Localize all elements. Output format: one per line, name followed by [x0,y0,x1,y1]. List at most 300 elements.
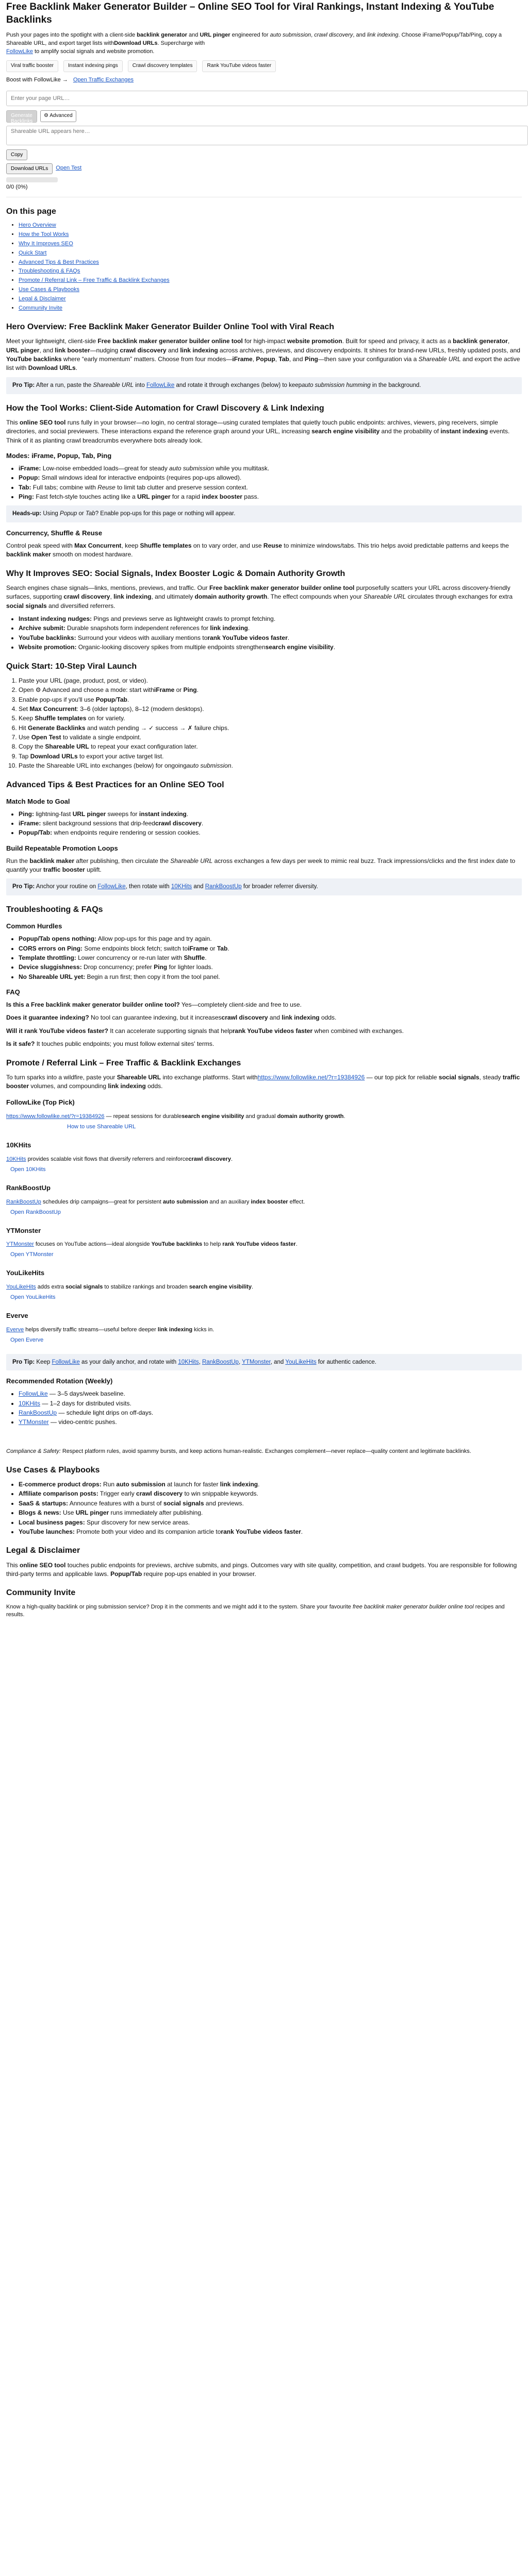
text: Enable pop-ups if you'll use [19,696,96,703]
text: kicks in. [192,1326,214,1333]
list-item [19,464,522,473]
text: , and [289,355,305,363]
faq-answer: It touches public endpoints; you must follow external sites' terms. [35,1040,214,1048]
bold: Shuffle templates [140,541,192,549]
bold: No Shareable URL yet: [19,973,86,980]
bold: index booster [202,493,242,500]
italic: Popup [60,511,77,517]
italic: Shareable URL [364,593,406,601]
bold: link indexing [282,1014,320,1022]
text: Use [19,734,31,741]
rotation-link[interactable]: 10KHits [19,1399,41,1407]
text: Paste your URL (page, product, post, or video). [19,676,148,684]
card-description [6,1326,522,1334]
followlike-link[interactable]: FollowLike [97,884,126,890]
bold: Shuffle templates [35,715,87,722]
followlike-link[interactable]: FollowLike [6,48,33,55]
intro-text: , [311,32,315,39]
text: . [333,643,336,651]
list-item [19,935,522,943]
text: Tap [19,752,30,760]
card-link[interactable]: Everve [6,1326,24,1333]
bold: link booster [55,346,90,354]
faq-answer: It can accelerate supporting signals that help [108,1027,233,1035]
text: runs fully in your browser—no login, no central storage—using curated templates that quietly touch public endpoints: archives, viewers, ping receivers, simple directories, and social previewers. These interactions expand the reference graph around your URL, increasing [6,418,498,435]
list-item [19,686,522,694]
text: Copy the [19,743,45,751]
bold: SaaS & startups: [19,1499,69,1507]
bold: Ping: [19,810,34,818]
intro-bold: Download URLs [114,40,158,47]
toc-link[interactable]: Why It Improves SEO [19,240,73,247]
intro-italic: auto submission [270,32,311,39]
quick-start-heading: Quick Start: 10-Step Viral Launch [6,662,137,671]
text: , [110,593,114,601]
list-item [19,1509,522,1517]
download-urls-button[interactable]: Download URLs [6,163,53,174]
intro-bold: backlink generator [137,32,187,39]
list-item [19,493,522,501]
bold: Ping: [19,493,34,500]
bold: crawl discovery [221,1014,268,1022]
toc-link[interactable]: Use Cases & Playbooks [19,286,79,293]
loops-paragraph [6,857,522,875]
bold: Open Test [31,734,61,741]
match-heading: Match Mode to Goal [6,797,70,805]
community-paragraph [6,1603,522,1620]
list-item [19,676,522,685]
followlike-link[interactable]: FollowLike [146,382,175,388]
toc-item [19,222,522,230]
bold: auto submission [162,1198,208,1205]
text: provides scalable visit flows that diversify referrers and reinforce [26,1156,189,1163]
bold: instant indexing [440,428,488,435]
toc-link[interactable]: Promote / Referral Link – Free Traffic & Backlink Exchanges [19,277,170,284]
chip: Instant indexing pings [63,60,123,72]
list-item [19,1399,522,1408]
community-heading: Community Invite [6,1588,76,1598]
intro-text: engineered for [230,32,270,39]
bold: Tab [217,944,228,952]
toc-link[interactable]: Community Invite [19,305,62,312]
bold: Popup/Tab [110,1570,142,1578]
text: into exchange platforms. Start with [161,1073,258,1081]
text: to validate a single endpoint. [61,734,141,741]
bold: Download URLs [28,364,76,372]
text: . [258,1481,260,1488]
text: — video-centric pushes. [48,1418,117,1426]
text: and diversified referrers. [46,602,116,609]
text: Low-noise embedded loads—great for steady [41,464,170,472]
text: pass. [242,493,259,500]
hero-heading: Hero Overview: Free Backlink Maker Generator Builder Online Tool with Viral Reach [6,323,335,332]
text: and [166,346,180,354]
bold: rank YouTube videos faster [222,1241,296,1248]
open-youlikehits-button[interactable]: Open YouLikeHits [10,1294,56,1301]
download-row [6,163,522,174]
toc-item [19,249,522,258]
list-item [19,973,522,981]
text: across archives, previews, and discovery endpoints. It shines for brand-new URLs, freshly updated posts, and [218,346,520,354]
text: schedules drip campaigns—great for persistent [41,1198,163,1205]
progress-bar [6,177,58,182]
list-item [19,761,522,770]
open-ytmonster-button[interactable]: Open YTMonster [10,1251,54,1258]
text: — 3–5 days/week baseline. [47,1390,125,1398]
rotation-heading: Recommended Rotation (Weekly) [6,1377,113,1385]
toc-link[interactable]: Troubleshooting & FAQs [19,268,80,275]
text: require pop-ups enabled in your browser. [142,1570,256,1578]
boost-label: Boost with FollowLike → [6,76,68,83]
toc-link[interactable]: Legal & Disclaimer [19,296,66,302]
card-link[interactable]: YouLikeHits [6,1284,36,1291]
rotation-link[interactable]: YTMonster [19,1418,49,1426]
bold: instant indexing [139,810,187,818]
faq-item [6,1027,522,1036]
bold: Popup/Tab: [19,829,53,837]
list-item [19,1480,522,1489]
faq-item [6,1013,522,1022]
why-heading: Why It Improves SEO: Social Signals, Index Booster Logic & Domain Authority Growth [6,569,345,578]
text: Durable snapshots form independent references for [65,624,210,632]
bold: Free backlink maker generator builder online tool [97,337,243,345]
chip: Rank YouTube videos faster [202,60,276,72]
text: runs immediately after publishing. [109,1509,203,1517]
text: Keep [35,1359,52,1365]
card-title: YouLikeHits [6,1269,45,1277]
intro-text: . Choose iFrame/Popup/Tab/Ping, copy a Shareable URL, and export target lists with [6,32,502,47]
text: This [6,418,20,426]
rotation-link[interactable]: RankBoostUp [19,1409,57,1417]
text: Respect platform rules, avoid spammy bursts, and keep actions human-realistic. Exchanges complement—never replace—quality content and legitimate backlinks. [60,1448,471,1454]
text: effect. [288,1198,305,1205]
text: — schedule light drips on off-days. [57,1409,154,1417]
text: after publishing, then circulate the [74,857,171,865]
bold: Device sluggishness: [19,963,82,971]
list-item [19,1389,522,1398]
text: volumes, and compounding [29,1082,108,1090]
italic: auto submission [186,762,232,770]
card-title: YTMonster [6,1226,41,1234]
text: — our top pick for reliable [365,1073,439,1081]
card-description [6,1283,522,1292]
bold: Max Concurrent [74,541,122,549]
faq-item [6,1040,522,1048]
bold: Ping [183,686,197,694]
text: Organic-looking discovery spikes from multiple endpoints strengthen [76,643,266,651]
text: Drop concurrency; prefer [81,963,154,971]
text: Hit [19,724,28,732]
bold: E-commerce product drops: [19,1481,102,1488]
text: . [295,1241,298,1248]
bold: Shareable URL [45,743,89,751]
toc-link[interactable]: Advanced Tips & Best Practices [19,259,99,265]
text: to repeat your exact configuration later. [89,743,198,751]
text: Keep [19,715,35,722]
italic: auto submission humming [302,382,371,388]
text: Begin a run first; then copy it from the tool panel. [85,973,220,980]
faq-question: Will it rank YouTube videos faster? [6,1027,108,1035]
text: or [208,944,217,952]
card-description [6,1156,522,1164]
italic: auto submission [169,464,214,472]
text: and [192,884,205,890]
concurrency-heading: Concurrency, Shuffle & Reuse [6,529,103,537]
text: silent background sessions that drip-feed [41,820,155,827]
text: , and [39,346,55,354]
10khits-link[interactable]: 10KHits [178,1359,199,1365]
italic: Tab [85,511,95,517]
text: as your daily anchor, and rotate with [79,1359,178,1365]
text: and export the active list with [6,355,520,372]
rankboostup-link[interactable]: RankBoostUp [205,884,242,890]
text: when endpoints require rendering or session cookies. [52,829,201,837]
faq-answer: when combined with exchanges. [312,1027,404,1035]
progress-label: 0/0 (0%) [6,183,28,190]
list-item [19,696,522,704]
bold: crawl discovery [120,346,167,354]
bold: link indexing [180,346,218,354]
text: into [134,382,146,388]
bold: Blogs & news: [19,1509,61,1517]
bold: crawl discovery [63,593,110,601]
how-paragraph [6,418,522,445]
bold: Popup: [19,474,40,482]
quick-start-list [6,676,522,771]
text: Full tabs; combine with [31,483,98,491]
text: to export your active target list. [77,752,164,760]
rotation-link[interactable]: FollowLike [19,1390,48,1398]
toc-list [6,222,522,313]
compliance-note [6,1448,522,1456]
text: . [201,820,204,827]
bold: link indexing [113,593,152,601]
toc-item [19,231,522,239]
hero-paragraph [6,337,522,373]
toc-item [19,267,522,276]
text: . [75,364,78,372]
list-item [19,473,522,482]
chip: Crawl discovery templates [128,60,197,72]
copy-button[interactable]: Copy [6,149,27,160]
bold: domain authority growth [194,593,268,601]
card-title: Everve [6,1312,28,1320]
card-link[interactable]: YTMonster [6,1241,34,1248]
bold: traffic booster [6,1073,520,1090]
bold: Website promotion: [19,643,77,651]
bold: Ping [154,963,168,971]
loops-heading: Build Repeatable Promotion Loops [6,844,118,852]
url-input[interactable] [6,91,528,106]
shareable-url-field[interactable] [6,126,528,145]
bold: Generate Backlinks [28,724,86,732]
card-description [6,1241,522,1249]
open-rankboostup-button[interactable]: Open RankBoostUp [10,1209,61,1215]
open-everve-button[interactable]: Open Everve [10,1336,44,1343]
text: Open ⚙ Advanced and choose a mode: start with [19,686,154,694]
10khits-link[interactable]: 10KHits [171,884,192,890]
exchange-card-everve [6,1311,522,1347]
list-item [19,954,522,962]
text: Know a high-quality backlink or ping submission service? Drop it in the comments and we might add it to the system. Share your favourite [6,1603,353,1610]
why-list [6,615,522,652]
text: Small windows ideal for interactive endpoints (requires pop-ups allowed). [40,474,242,482]
bold: Pro Tip: [12,382,35,388]
open-test-link[interactable]: Open Test [56,165,82,172]
text: at launch for faster [165,1481,220,1488]
faq-item [6,1001,522,1009]
text: , [275,355,279,363]
list-item [19,624,522,633]
list-item [19,1518,522,1527]
text: , steady [479,1073,503,1081]
text: odds. [145,1082,163,1090]
followlike-link[interactable]: FollowLike [52,1359,80,1365]
list-item [19,819,522,828]
pro-tip [6,878,522,895]
text: Meet your lightweight, client-side [6,337,98,345]
text: for authentic cadence. [316,1359,376,1365]
followlike-referral-link[interactable]: https://www.followlike.net/?r=19384926 [257,1073,365,1081]
bold: Pro Tip: [12,884,35,890]
exchange-card-10khits [6,1141,522,1176]
text: touches public endpoints for previews, archive submits, and pings. Outcomes vary with site quality, competition, and crawl budgets. You are responsible for following third-party terms and applicable laws. [6,1561,517,1578]
rankboostup-link[interactable]: RankBoostUp [202,1359,239,1365]
open-10khits-button[interactable]: Open 10KHits [10,1166,46,1173]
text: Announce features with a burst of [68,1499,163,1507]
bold: domain authority growth [277,1113,344,1120]
card-title: 10KHits [6,1141,31,1149]
faq-answer: Yes—completely client-side and free to use. [179,1001,302,1008]
advanced-toggle[interactable]: ⚙ Advanced [40,110,76,122]
text: Control peak speed with [6,541,75,549]
text: Anchor your routine on [35,884,98,890]
list-item [19,1489,522,1498]
text: — 1–2 days for distributed visits. [40,1399,131,1407]
troubleshooting-heading: Troubleshooting & FAQs [6,905,103,914]
list-item [19,483,522,492]
text: Allow pop-ups for this page and try again. [96,935,212,943]
bold: Free backlink maker generator builder online tool [209,584,355,591]
text: for lighter loads. [167,963,213,971]
text: for a rapid [170,493,202,500]
ytmonster-link[interactable]: YTMonster [242,1359,271,1365]
pro-tip: Pro Tip: Keep FollowLike as your daily anchor, and rotate with 10KHits, RankBoostUp, YTMonster, and YouLikeHits for authentic cadence. [6,1354,522,1371]
text: . [196,686,199,694]
italic: Compliance & Safety: [6,1448,61,1454]
toc-item [19,240,522,248]
bold: online SEO tool [20,418,66,426]
card-link[interactable]: RankBoostUp [6,1198,41,1205]
feature-chips [6,60,522,72]
list-item [19,1409,522,1417]
chip: Viral traffic booster [6,60,58,72]
bold: search engine visibility [189,1284,252,1291]
bold: iFrame [154,686,175,694]
text: on for variety. [86,715,125,722]
bold: traffic booster [43,866,85,874]
italic: free backlink maker generator builder online tool [352,1603,474,1610]
bold: Shareable URL [117,1073,161,1081]
bold: YouTube backlinks [6,355,62,363]
bold: Heads-up: [12,511,42,517]
text: lightning-fast [34,810,73,818]
card-link[interactable]: 10KHits [6,1156,26,1163]
faq-answer: No tool can guarantee indexing, but it increases [89,1014,222,1022]
use-cases-list [6,1480,522,1536]
traffic-exchanges-link[interactable]: Open Traffic Exchanges [73,76,134,83]
text: . [251,1284,254,1291]
text: After a run, paste the [35,382,93,388]
toc-link[interactable]: Hero Overview [19,222,56,228]
intro-text: Push your pages into the spotlight with a client-side [6,32,137,39]
card-link[interactable]: https://www.followlike.net/?r=19384926 [6,1113,105,1120]
text: Set [19,705,30,713]
bold: Tab [117,696,127,703]
use-cases-heading: Use Cases & Playbooks [6,1465,100,1475]
bold: Popup [95,696,116,703]
text: Pings and previews serve as lightweight crawls to prompt fetching. [92,615,276,622]
bold: URL pinger [72,810,106,818]
text: Use [61,1509,76,1517]
faq-heading: FAQ [6,988,20,996]
bold: rank YouTube videos faster [232,1027,313,1035]
bold: YouTube backlinks [151,1241,203,1248]
text: Spur discovery for new service areas. [85,1518,190,1526]
text: or [174,686,184,694]
text: purposefully scatters your URL across discovery-friendly surfaces, supporting [6,584,510,601]
faq-answer: and [268,1014,282,1022]
text: circulates through exchanges for extra [406,593,513,601]
legal-paragraph [6,1561,522,1579]
list-item [19,963,522,972]
intro-text: to amplify social signals and website promotion. [32,48,155,55]
text: and the probability of [380,428,441,435]
text: —nudging [90,346,120,354]
bold: search engine visibility [311,428,380,435]
text: ? Enable pop-ups for this page or nothing will appear. [95,511,236,517]
intro-italic: crawl discovery [314,32,353,39]
text: where “early momentum” matters. Choose from four modes— [61,355,233,363]
list-item [19,714,522,723]
exchange-card-youlikehits [6,1268,522,1304]
list-item [19,944,522,953]
list-item [19,828,522,837]
italic: Reuse [97,483,116,491]
text: . [127,696,129,703]
text: Paste the Shareable URL into exchanges (below) for ongoing [19,762,187,770]
text: and an auxiliary [208,1198,251,1205]
legal-heading: Legal & Disclaimer [6,1546,80,1555]
bold: link indexing [220,1481,258,1488]
generate-backlinks-button[interactable]: Generate Backlinks [6,110,37,123]
text: Promote both your video and its companion article to [74,1528,221,1535]
bold: Popup/Tab opens nothing: [19,935,97,943]
youlikehits-link[interactable]: YouLikeHits [285,1359,317,1365]
bold: Instant indexing nudges: [19,615,92,622]
promote-intro [6,1073,522,1091]
text: and gradual [244,1113,277,1120]
how-to-use-button[interactable]: How to use Shareable URL [67,1124,136,1130]
bold: rank YouTube videos faster [221,1528,301,1535]
text: . Built for speed and privacy, it acts as a [342,337,453,345]
text: —then save your configuration via a [318,355,419,363]
text: , [507,337,510,345]
text: This [6,1561,20,1569]
toc-link[interactable]: How the Tool Works [19,231,69,238]
toc-link[interactable]: Quick Start [19,249,47,256]
bold: search engine visibility [265,643,334,651]
